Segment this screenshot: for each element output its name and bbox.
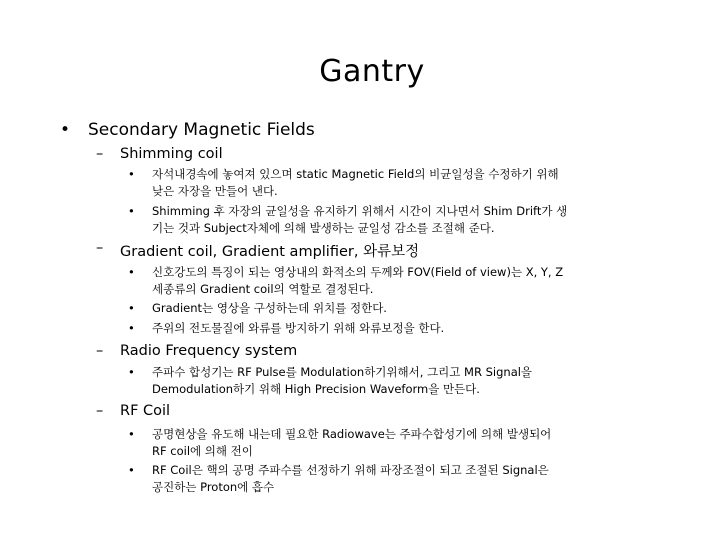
- bullet-line: 신호강도의 특징이 되는 영상내의 화적소의 두께와 FOV(Field of view)는 X, Y, Z: [152, 265, 564, 279]
- dash-marker: –: [96, 343, 104, 359]
- bullet-marker: •: [128, 265, 135, 279]
- dash-marker: –: [96, 240, 104, 256]
- bullet-marker: •: [128, 321, 135, 335]
- bullet-line: 자석내경속에 놓여져 있으며 static Magnetic Field의 비균일성을 수정하기 위해: [152, 167, 559, 181]
- bullet-text: [152, 462, 662, 496]
- bullet-line: 주파수 합성기는 RF Pulse를 Modulation하기위해서, 그리고 MR Signal을: [152, 365, 533, 379]
- bullet-line: RF Coil은 핵의 공명 주파수를 선정하기 위해 파장조절이 되고 조절된 Signal은: [152, 463, 549, 477]
- bullet-text: [152, 426, 662, 460]
- level1-text: Secondary Magnetic Fields: [88, 120, 315, 140]
- bullet-marker: •: [128, 167, 135, 181]
- section-heading-text: Gradient coil, Gradient amplifier, 와류보정: [120, 244, 420, 260]
- bullet-line: 주위의 전도물질에 와류를 방지하기 위해 와류보정을 한다.: [152, 321, 445, 335]
- bullet-text: [152, 166, 662, 200]
- slide-title: Gantry: [319, 54, 425, 89]
- bullet-marker: •: [128, 427, 135, 441]
- bullet-marker: •: [128, 204, 135, 218]
- section-heading-text: RF Coil: [120, 403, 171, 419]
- bullet-line: 낮은 자장을 만들어 낸다.: [152, 184, 278, 198]
- bullet-line: RF coil에 의해 전이: [152, 444, 253, 458]
- bullet-text: [152, 320, 662, 337]
- section-heading-text: Shimming coil: [120, 146, 223, 162]
- bullet-marker: •: [128, 365, 135, 379]
- bullet-marker: •: [60, 120, 71, 140]
- bullet-text: [152, 203, 662, 237]
- bullet-line: 공진하는 Proton에 흡수: [152, 480, 275, 494]
- bullet-text: [152, 264, 662, 298]
- bullet-line: 기는 것과 Subject자체에 의해 발생하는 균일성 감소를 조절해 준다.: [152, 221, 495, 235]
- bullet-marker: •: [128, 463, 135, 477]
- section-heading-text: Radio Frequency system: [120, 343, 298, 359]
- bullet-line: Demodulation하기 위해 High Precision Waveform을 만든다.: [152, 382, 480, 396]
- bullet-marker: •: [128, 301, 135, 315]
- dash-marker: –: [96, 146, 104, 162]
- bullet-text: [152, 300, 662, 317]
- bullet-line: 공명현상을 유도해 내는데 필요한 Radiowave는 주파수합성기에 의해 발생되어: [152, 427, 552, 441]
- bullet-line: Shimming 후 자장의 균일성을 유지하기 위해서 시간이 지나면서 Shim Drift가 생: [152, 204, 568, 218]
- bullet-line: Gradient는 영상을 구성하는데 위치를 정한다.: [152, 301, 387, 315]
- bullet-text: [152, 364, 662, 398]
- bullet-line: 세종류의 Gradient coil의 역할로 결정된다.: [152, 282, 374, 296]
- dash-marker: –: [96, 403, 104, 419]
